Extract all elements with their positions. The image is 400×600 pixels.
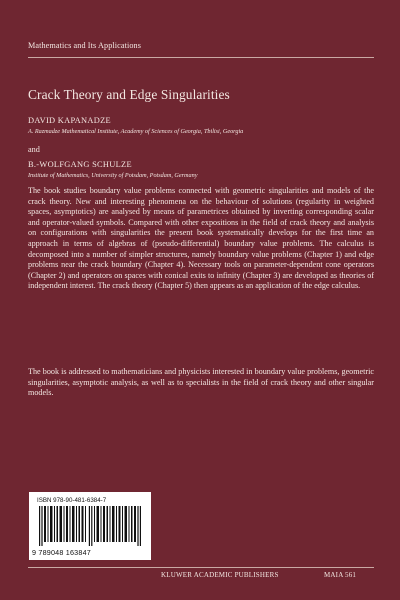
isbn-text: ISBN 978-90-481-6384-7 (37, 497, 107, 504)
description-paragraph-1: The book studies boundary value problems connected with geometric singularities and models of the crack theory. New and interesting phenomena on the behaviour of solutions (regularity in weighted spaces, asymptotics) are analysed by means of parametrices obtained by inverting corresponding scalar and operator-valued symbols. Compared with other expositions in the field of crack theory and analysis on configurations with singularities the present book systematically develops for the first time an approach in terms of algebras of (pseudo-differential) boundary value problems. The calculus is decomposed into a number of simpler structures, namely boundary value problems (Chapter 1) and edge problems near the crack boundary (Chapter 4). Necessary tools on parameter-dependent cone operators (Chapter 2) and operators on spaces with conical exits to infinity (Chapter 3) are developed as theories of independent interest. The crack theory (Chapter 5) then appears as an application of the edge calculus. (28, 186, 374, 291)
author-name-2: B.-WOLFGANG SCHULZE (28, 160, 132, 169)
author-name-1: DAVID KAPANADZE (28, 116, 111, 125)
author-affiliation-2: Institute of Mathematics, University of Potsdam, Potsdam, Germany (28, 172, 198, 179)
author-affiliation-1: A. Razmadze Mathematical Institute, Academy of Sciences of Georgia, Tbilisi, Georgia (28, 128, 244, 135)
barcode-icon (39, 506, 141, 546)
barcode-box (29, 492, 151, 560)
book-title: Crack Theory and Edge Singularities (28, 87, 230, 102)
description-paragraph-2: The book is addressed to mathematicians and physicists interested in boundary value problems, geometric singularities, asymptotic analysis, as well as to specialists in the field of crack theory and other singular models. (28, 367, 374, 398)
barcode-number: 9 789048 163847 (32, 548, 91, 557)
bottom-divider (28, 567, 374, 568)
publisher-name: KLUWER ACADEMIC PUBLISHERS (161, 571, 279, 579)
author-conjunction: and (28, 145, 40, 154)
series-name: Mathematics and Its Applications (28, 41, 142, 50)
series-number: MAIA 561 (324, 571, 357, 579)
top-divider (28, 57, 374, 58)
